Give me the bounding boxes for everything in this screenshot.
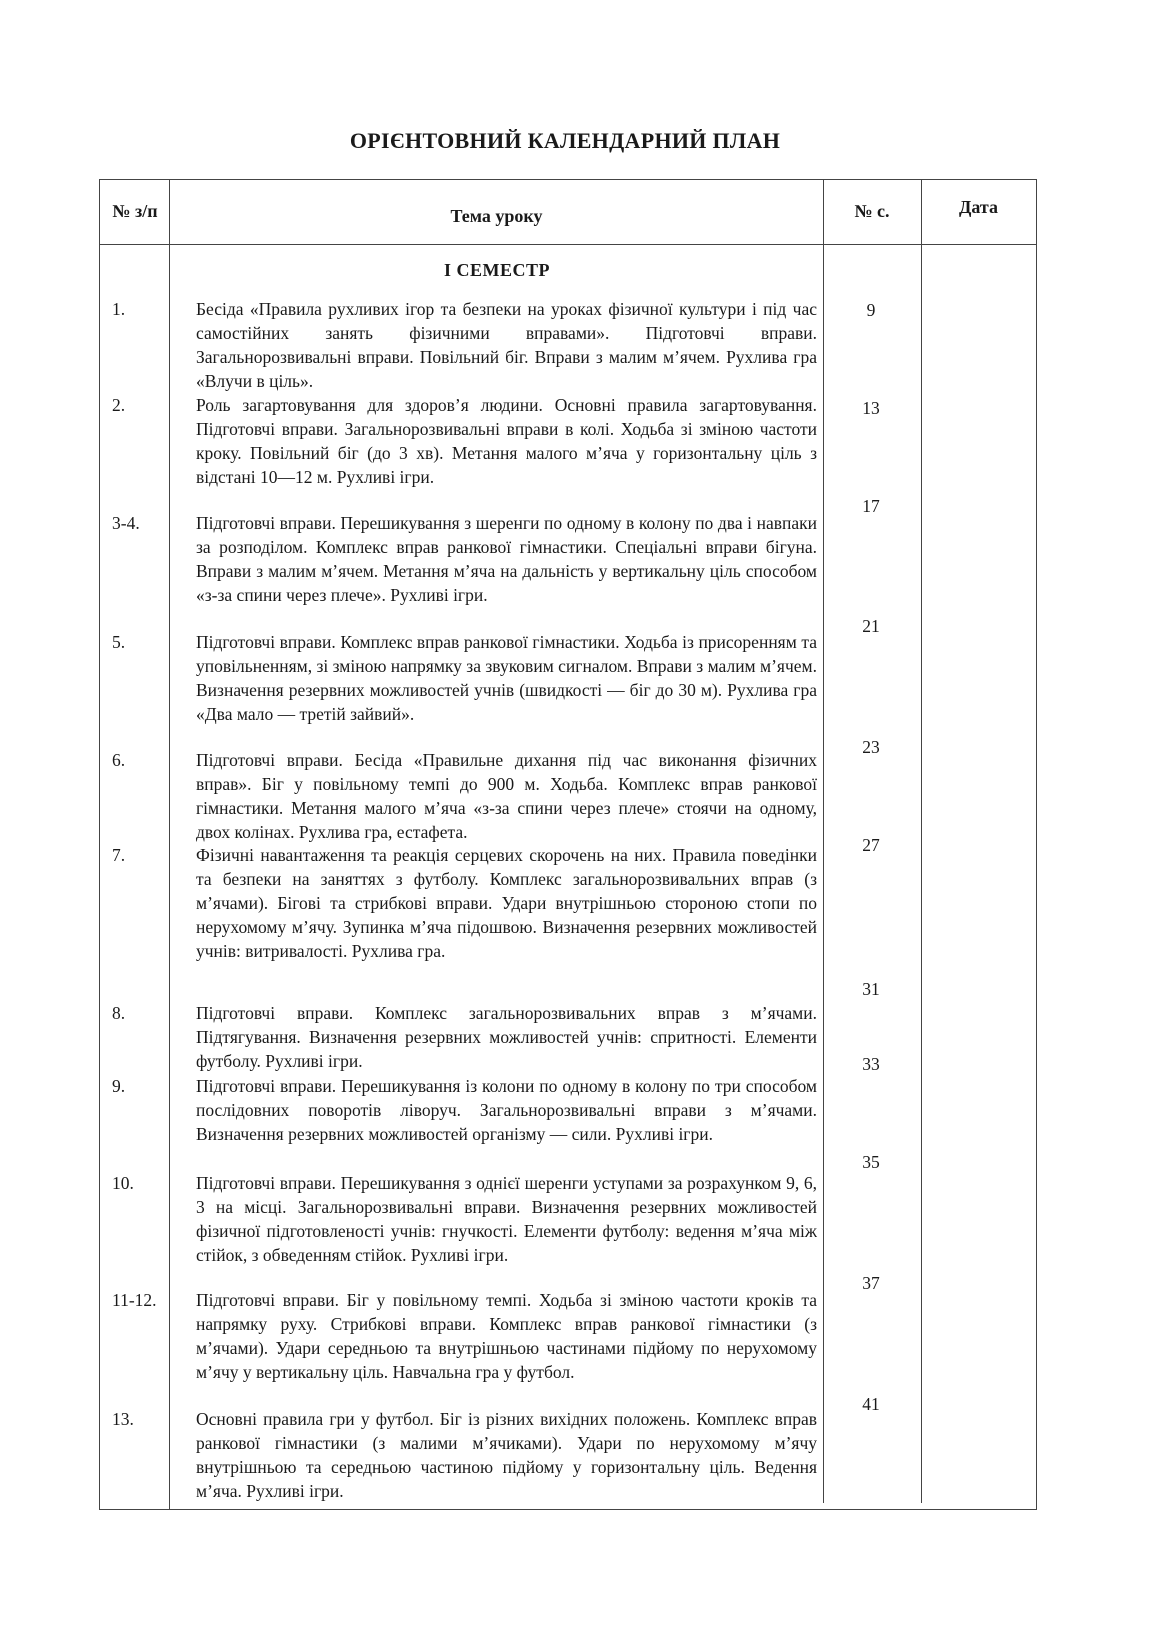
page-number: 9 bbox=[866, 300, 876, 320]
lesson-topic: Основні правила гри у футбол. Біг із різних вихідних положень. Комплекс вправ ранкової гімнастики (з малими м’ячиками). Удари по нерухомому м’ячу внутрішньою та середньою частиною підйому у горизонтальну ціль. Ведення м’яча. Рухливі ігри. bbox=[196, 1409, 817, 1501]
page-number: 31 bbox=[862, 979, 880, 999]
page-number: 13 bbox=[862, 398, 880, 418]
lesson-topic: Підготовчі вправи. Перешикування з однієї шеренги уступами за розрахунком 9, 6, 3 на місці. Загальнорозвивальні вправи. Визначення резервних можливостей фізичної підготовленості учнів: гнучкості. Елементи футболу: ведення м’яча між стійок, з обведенням стійок. Рухливі ігри. bbox=[196, 1173, 817, 1265]
lesson-topic: Роль загартовування для здоров’я людини. Основні правила загартовування. Підготовчі вправи. Загальнорозвивальні вправи в колі. Ходьба зі зміною частоти кроку. Повільний біг (до 3 хв). Метання малого м’яча у горизонтальну ціль з відстані 10—12 м. Рухливі ігри. bbox=[196, 395, 817, 487]
page-number: 37 bbox=[862, 1273, 880, 1293]
lesson-number: 1. bbox=[112, 299, 126, 319]
lesson-number: 13. bbox=[112, 1409, 134, 1429]
header-divider bbox=[100, 244, 1036, 245]
page-number: 17 bbox=[862, 496, 880, 516]
lesson-number: 3-4. bbox=[112, 513, 140, 533]
lesson-number: 10. bbox=[112, 1173, 134, 1193]
lesson-topic: Підготовчі вправи. Перешикування із колони по одному в колону по три способом послідовних поворотів ліворуч. Загальнорозвивальні вправи з м’ячами. Визначення резервних можливостей організму — сили. Рухливі ігри. bbox=[196, 1076, 817, 1144]
column-divider bbox=[921, 180, 922, 1503]
semester-heading: І СЕМЕСТР bbox=[443, 260, 550, 280]
page-number: 33 bbox=[862, 1054, 880, 1074]
lesson-number: 6. bbox=[112, 750, 126, 770]
header-number: № з/п bbox=[112, 201, 158, 221]
lesson-number: 9. bbox=[112, 1076, 126, 1096]
lesson-number: 11-12. bbox=[112, 1290, 157, 1310]
page-number: 41 bbox=[862, 1394, 880, 1414]
lesson-number: 7. bbox=[112, 845, 126, 865]
lesson-topic: Підготовчі вправи. Біг у повільному темпі. Ходьба зі зміною частоти кроків та напрямку руху. Стрибкові вправи. Комплекс вправ ранкової гімнастики (з м’ячами). Удари середньою та внутрішньою частинами підйому по нерухомому м’ячу у вертикальну ціль. Навчальна гра у футбол. bbox=[196, 1290, 817, 1382]
header-page: № с. bbox=[854, 201, 890, 221]
lesson-topic: Підготовчі вправи. Комплекс вправ ранкової гімнастики. Ходьба із присоренням та уповільненням, зі зміною напрямку за звуковим сигналом. Вправи з малим м’ячем. Визначення резервних можливостей учнів (швидкості — біг до 30 м). Рухлива гра «Два мало — третій зайвий». bbox=[196, 632, 817, 724]
calendar-plan-table bbox=[99, 179, 1037, 1510]
page-number: 35 bbox=[862, 1152, 880, 1172]
lesson-topic: Бесіда «Правила рухливих ігор та безпеки на уроках фізичної культури і під час самостійних занять фізичними вправами». Підготовчі вправи. Загальнорозвивальні вправи. Повільний біг. Вправи з малим м’ячем. Рухлива гра «Влучи в ціль». bbox=[196, 299, 817, 391]
page-number: 27 bbox=[862, 835, 880, 855]
lesson-topic: Фізичні навантаження та реакція серцевих скорочень на них. Правила поведінки та безпеки на заняттях з футболу. Комплекс загальнорозвивальних вправ (з м’ячами). Бігові та стрибкові вправи. Удари внутрішньою стороною стопи по нерухомому м’ячу. Зупинка м’яча підошвою. Визначення резервних можливостей учнів: витривалості. Рухлива гра. bbox=[196, 845, 817, 961]
page-title: ОРІЄНТОВНИЙ КАЛЕНДАРНИЙ ПЛАН bbox=[349, 128, 781, 153]
column-divider bbox=[169, 244, 170, 1510]
lesson-topic: Підготовчі вправи. Перешикування з шеренги по одному в колону по два і навпаки за розподілом. Комплекс вправ ранкової гімнастики. Спеціальні вправи бігуна. Вправи з малим м’ячем. Метання м’яча на дальність у вертикальну ціль способом «з-за спини через плече». Рухливі ігри. bbox=[196, 513, 817, 605]
lesson-topic: Підготовчі вправи. Комплекс загальнорозвивальних вправ з м’ячами. Підтягування. Визначення резервних можливостей учнів: спритності. Елементи футболу. Рухливі ігри. bbox=[196, 1003, 817, 1071]
lesson-topic: Підготовчі вправи. Бесіда «Правильне дихання під час виконання фізичних вправ». Біг у повільному темпі до 900 м. Ходьба. Комплекс вправ ранкової гімнастики. Метання малого м’яча «з-за спини через плече» стоячи на одному, двох колінах. Рухлива гра, естафета. bbox=[196, 750, 817, 842]
lesson-number: 2. bbox=[112, 395, 126, 415]
page-number: 21 bbox=[862, 616, 880, 636]
lesson-number: 5. bbox=[112, 632, 126, 652]
lesson-number: 8. bbox=[112, 1003, 126, 1023]
header-topic: Тема уроку bbox=[450, 206, 543, 226]
header-date: Дата bbox=[959, 197, 998, 217]
page-number: 23 bbox=[862, 737, 880, 757]
